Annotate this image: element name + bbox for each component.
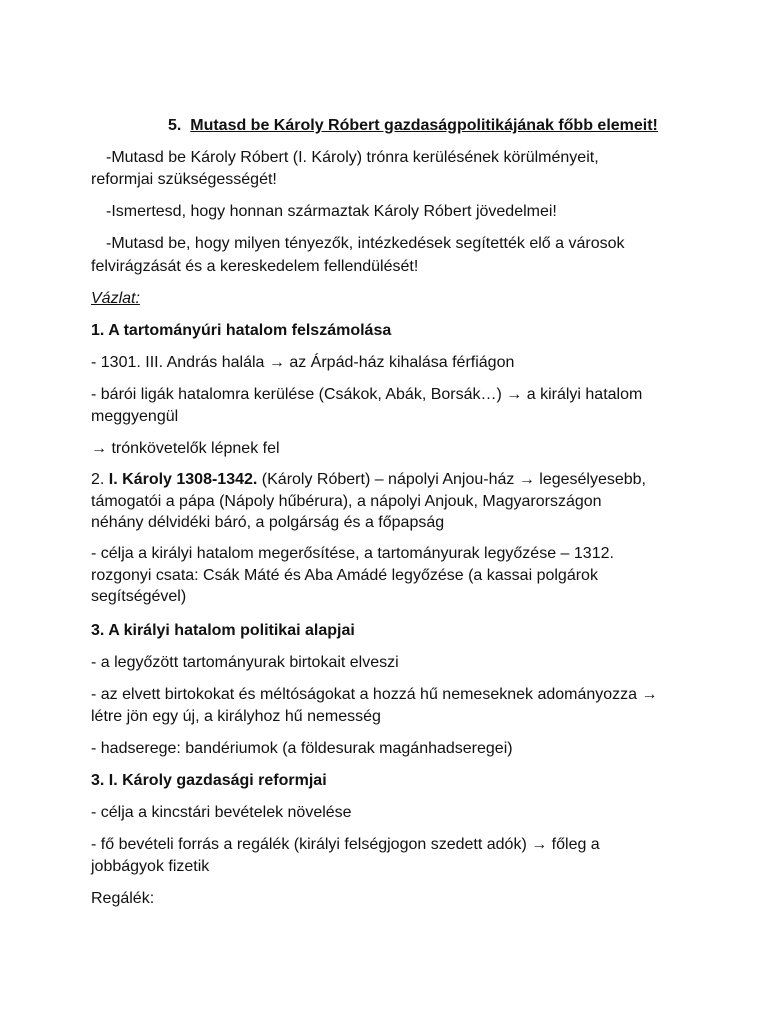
list-item: jobbágyok fizetik xyxy=(91,858,210,875)
list-item: - a legyőzött tartományurak birtokait elveszi xyxy=(91,654,399,671)
list-item: rozgonyi csata: Csák Máté és Aba Amádé legyőzése (a kassai polgárok xyxy=(91,567,598,584)
list-item: létre jön egy új, a királyhoz hű nemesség xyxy=(91,708,381,725)
question-number: 5. xyxy=(168,117,182,134)
section-title: 3. A királyi hatalom politikai alapjai xyxy=(91,622,355,639)
king-description: (Károly Róbert) – nápolyi Anjou-ház → legesélyesebb, xyxy=(257,471,646,488)
list-item: meggyengül xyxy=(91,408,179,425)
section-title: 1. A tartományúri hatalom felszámolása xyxy=(91,322,392,339)
king-name-dates: I. Károly 1308-1342. xyxy=(108,471,258,488)
list-item: - célja a kincstári bevételek növelése xyxy=(91,804,352,821)
section-title: 3. I. Károly gazdasági reformjai xyxy=(91,772,327,789)
task-line: felvirágzását és a kereskedelem fellendülését! xyxy=(91,258,419,275)
list-item: - bárói ligák hatalomra kerülése (Csákok, Abák, Borsák…) → a királyi hatalom xyxy=(91,386,643,403)
task-line: reformjai szükségességét! xyxy=(91,171,277,188)
question-heading xyxy=(168,116,658,136)
section-line: néhány délvidéki báró, a polgárság és a főpapság xyxy=(91,514,445,531)
section-line: támogatói a pápa (Nápoly hűbérura), a nápolyi Anjouk, Magyarországon xyxy=(91,493,602,510)
list-item: - 1301. III. András halála → az Árpád-ház kihalása férfiágon xyxy=(91,354,515,371)
outline-label: Vázlat: xyxy=(91,290,140,307)
trailing-label: Regálék: xyxy=(91,890,155,907)
question-title: Mutasd be Károly Róbert gazdaságpolitikájának főbb elemeit! xyxy=(190,117,658,134)
list-item: → trónkövetelők lépnek fel xyxy=(91,440,280,457)
task-line: -Mutasd be Károly Róbert (I. Károly) trónra kerülésének körülményeit, xyxy=(106,149,599,166)
list-item: - fő bevételi forrás a regálék (királyi felségjogon szedett adók) → főleg a xyxy=(91,836,600,853)
list-item: - az elvett birtokokat és méltóságokat a hozzá hű nemeseknek adományozza → xyxy=(91,686,658,703)
list-item: segítségével) xyxy=(91,588,187,605)
section-number: 2. xyxy=(91,471,105,488)
task-line: -Mutasd be, hogy milyen tényezők, intézkedések segítették elő a városok xyxy=(106,235,625,252)
task-line: -Ismertesd, hogy honnan származtak Károly Róbert jövedelmei! xyxy=(106,203,557,220)
section-heading-line xyxy=(91,470,646,490)
list-item: - célja a királyi hatalom megerősítése, a tartományurak legyőzése – 1312. xyxy=(91,545,614,562)
list-item: - hadserege: bandériumok (a földesurak magánhadseregei) xyxy=(91,740,513,757)
